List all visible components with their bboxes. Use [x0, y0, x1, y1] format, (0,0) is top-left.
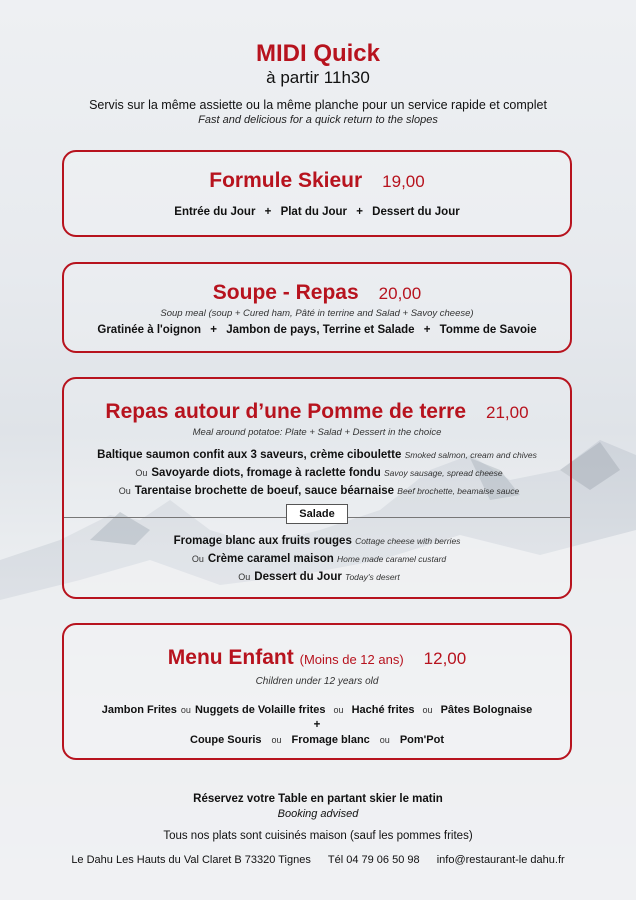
plus-sign: +	[356, 206, 363, 218]
section-title	[64, 280, 570, 307]
address: Le Dahu Les Hauts du Val Claret B 73320 Tignes	[71, 854, 311, 866]
formule-item: Dessert du Jour	[372, 206, 460, 218]
soupe-item: Tomme de Savoie	[439, 324, 537, 336]
formule-item: Entrée du Jour	[174, 206, 256, 218]
dish-english: Beef brochette, beamaise sauce	[397, 486, 520, 496]
enfant-age: (Moins de 12 ans)	[299, 652, 404, 667]
pomme-de-terre-box	[62, 377, 572, 599]
dessert-row	[64, 568, 570, 586]
plus-sign: +	[264, 206, 272, 218]
enfant-line-2	[64, 731, 570, 749]
salade-divider	[64, 504, 570, 530]
soupe-repas-box	[62, 262, 572, 353]
dessert-english: Home made caramel custard	[337, 554, 447, 564]
or-word: ou	[422, 705, 433, 715]
or-word: ou	[180, 705, 191, 715]
kids-dessert: Fromage blanc	[291, 734, 370, 746]
contact-line	[0, 853, 636, 868]
enfant-subtitle: Children under 12 years old	[255, 676, 379, 687]
menu-enfant-box	[62, 623, 572, 760]
description-fr: Servis sur la même assiette ou la même planche pour un service rapide et complet	[89, 98, 547, 112]
dessert-english: Today's desert	[345, 572, 400, 582]
section-title	[64, 399, 570, 426]
section-title	[64, 168, 570, 195]
dish-name: Tarentaise brochette de boeuf, sauce béarnaise	[134, 485, 395, 497]
email-link[interactable]: info@restaurant-le dahu.fr	[436, 854, 565, 866]
kids-dessert: Coupe Souris	[190, 734, 262, 746]
main-dish-row	[64, 446, 570, 464]
phone: Tél 04 79 06 50 98	[327, 854, 420, 866]
homemade-note: Tous nos plats sont cuisinés maison (sauf les pommes frites)	[163, 830, 473, 842]
or-word: Ou	[135, 468, 148, 478]
dessert-row	[64, 550, 570, 568]
plus-sign: +	[423, 324, 431, 336]
or-word: ou	[271, 735, 282, 745]
or-word: Ou	[191, 554, 204, 564]
kids-dish: Haché frites	[351, 704, 415, 716]
plus-sign: +	[210, 324, 217, 336]
or-word: Ou	[118, 486, 131, 496]
main-dish-row	[64, 482, 570, 500]
dish-english: Savoy sausage, spread cheese	[384, 468, 503, 478]
section-title	[64, 645, 570, 673]
dessert-name: Dessert du Jour	[254, 571, 342, 583]
kids-dish: Pâtes Bolognaise	[440, 704, 533, 716]
footer	[0, 792, 636, 868]
pomme-desserts	[64, 532, 570, 586]
soupe-item: Jambon de pays, Terrine et Salade	[226, 324, 415, 336]
or-word: ou	[333, 705, 344, 715]
dessert-name: Fromage blanc aux fruits rouges	[173, 535, 352, 547]
formule-title: Formule Skieur	[209, 169, 363, 192]
formule-skieur-box	[62, 150, 572, 237]
pomme-mains	[64, 446, 570, 500]
soupe-title: Soupe - Repas	[212, 281, 359, 304]
enfant-title: Menu Enfant	[167, 646, 294, 669]
dessert-english: Cottage cheese with berries	[355, 536, 461, 546]
kids-dish: Jambon Frites	[101, 704, 177, 716]
or-word: ou	[379, 735, 390, 745]
plus-sign: +	[313, 719, 321, 731]
page-title: MIDI Quick	[255, 40, 381, 67]
service-time: à partir 11h30	[266, 68, 370, 87]
reservation-note: Réservez votre Table en partant skier le matin	[193, 793, 443, 805]
soupe-items	[64, 321, 570, 339]
pomme-subtitle: Meal around potatoe: Plate + Salad + Dessert in the choice	[192, 427, 442, 438]
soupe-item: Gratinée à l'oignon	[97, 324, 202, 336]
soupe-price: 20,00	[378, 284, 422, 303]
enfant-price: 12,00	[423, 649, 467, 668]
menu-header	[0, 40, 636, 127]
main-dish-row	[64, 464, 570, 482]
dessert-row	[64, 532, 570, 550]
booking-note: Booking advised	[277, 808, 359, 820]
dish-name: Baltique saumon confit aux 3 saveurs, crème ciboulette	[97, 449, 402, 461]
soupe-subtitle: Soup meal (soup + Cured ham, Pâté in terrine and Salad + Savoy cheese)	[160, 308, 474, 319]
dish-name: Savoyarde diots, fromage à raclette fondu	[151, 467, 381, 479]
or-word: Ou	[238, 572, 251, 582]
pomme-price: 21,00	[486, 403, 529, 422]
kids-dessert: Pom'Pot	[399, 734, 444, 746]
pomme-title: Repas autour d’une Pomme de terre	[105, 400, 467, 423]
formule-items	[64, 203, 570, 221]
description-en: Fast and delicious for a quick return to the slopes	[198, 114, 438, 126]
salade-label: Salade	[286, 504, 347, 524]
enfant-line-1	[64, 701, 570, 719]
dish-english: Smoked salmon, cream and chives	[404, 450, 537, 460]
formule-price: 19,00	[382, 172, 425, 191]
dessert-name: Crème caramel maison	[207, 553, 334, 565]
kids-dish: Nuggets de Volaille frites	[194, 704, 326, 716]
formule-item: Plat du Jour	[280, 206, 348, 218]
